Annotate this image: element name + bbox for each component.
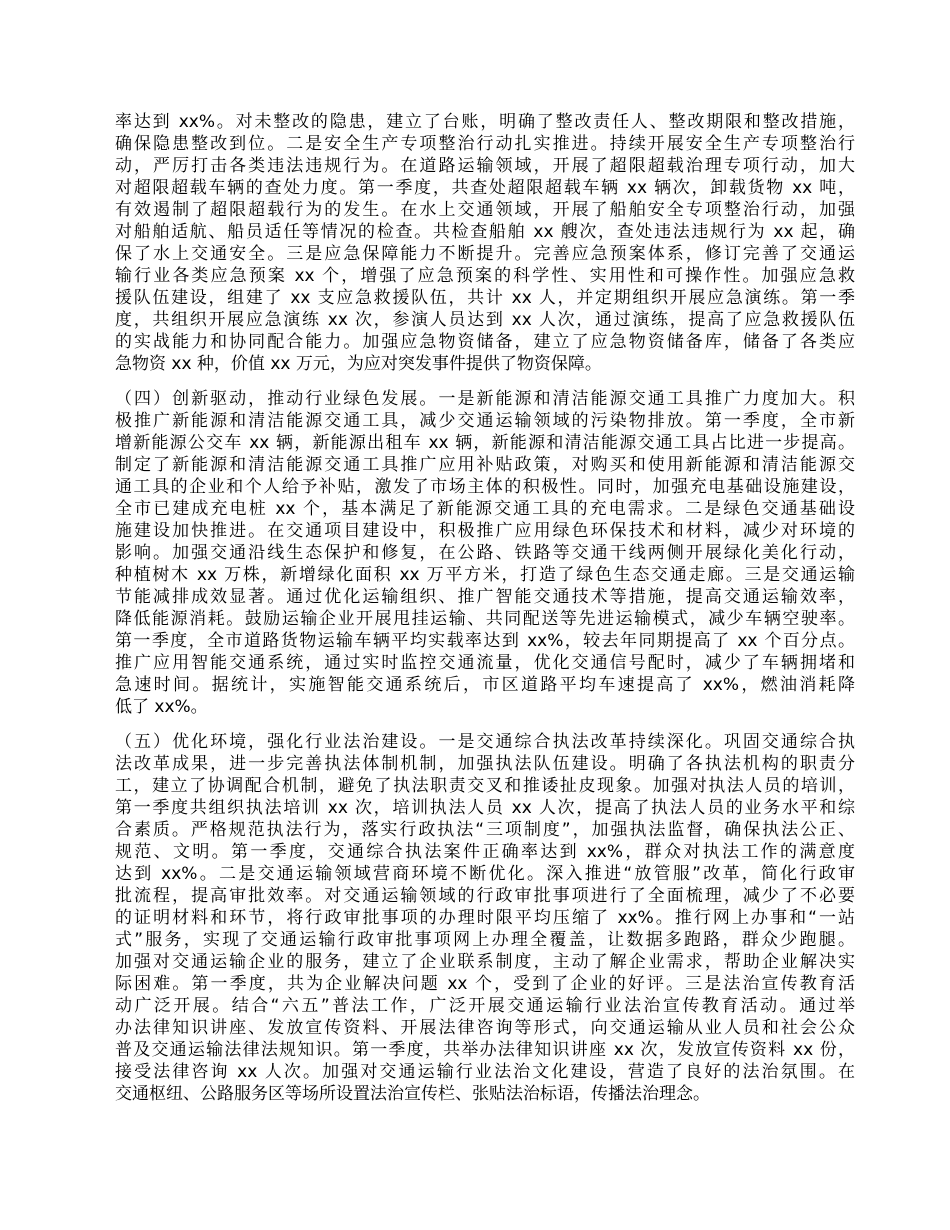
text-line: 批流程，提高审批效率。对交通运输领域的行政审批事项进行了全面梳理，减少了不必要	[115, 886, 855, 906]
text-line: 通工具的企业和个人给予补贴，激发了市场主体的积极性。同时，加强充电基础设施建设，	[115, 477, 855, 497]
text-line: 式”服务，实现了交通运输行政审批事项网上办理全覆盖，让数据多跑路，群众少跑腿。	[115, 930, 855, 950]
text-line: 接受法律咨询 xx 人次。加强对交通运输行业法治文化建设，营造了良好的法治氛围。在	[115, 1062, 855, 1082]
text-line: 急物资 xx 种，价值 xx 万元，为应对突发事件提供了物资保障。	[115, 354, 602, 374]
text-line: 法改革成果，进一步完善执法体制机制，加强执法队伍建设。明确了各执法机构的职责分	[115, 754, 855, 774]
text-line: 对船舶适航、船员适任等情况的检查。共检查船舶 xx 艘次，查处违法违规行为 xx 起，确	[115, 222, 855, 242]
text-line: 影响。加强交通沿线生态保护和修复，在公路、铁路等交通干线两侧开展绿化美化行动，	[115, 543, 855, 563]
paragraph-spacer	[115, 718, 855, 731]
text-line: 合素质。严格规范执法行为，落实行政执法“三项制度”，加强执法监督，确保执法公正、	[115, 820, 855, 840]
text-line: 有效遏制了超限超载行为的发生。在水上交通领域，开展了船舶安全专项整治行动，加强	[115, 200, 855, 220]
text-line: 办法律知识讲座、发放宣传资料、开展法律咨询等形式，向交通运输从业人员和社会公众	[115, 1018, 855, 1038]
text-line: 全市已建成充电桩 xx 个，基本满足了新能源交通工具的充电需求。二是绿色交通基础设	[115, 499, 855, 519]
text-line: 际困难。第一季度，共为企业解决问题 xx 个，受到了企业的好评。三是法治宣传教育活	[115, 974, 855, 994]
text-line: 确保隐患整改到位。二是安全生产专项整治行动扎实推进。持续开展安全生产专项整治行	[115, 134, 855, 154]
paragraph	[115, 731, 855, 1105]
text-line: 的实战能力和协同配合能力。加强应急物资储备，建立了应急物资储备库，储备了各类应	[115, 332, 855, 352]
text-line: 度，共组织开展应急演练 xx 次，参演人员达到 xx 人次，通过演练，提高了应急救援队伍	[115, 310, 855, 330]
text-line: 极推广新能源和清洁能源交通工具，减少交通运输领域的污染物排放。第一季度，全市新	[115, 411, 855, 431]
text-line: 节能减排成效显著。通过优化运输组织、推广智能交通技术等措施，提高交通运输效率，	[115, 587, 855, 607]
text-line: 援队伍建设，组建了 xx 支应急救援队伍，共计 xx 人，并定期组织开展应急演练。第一季	[115, 288, 855, 308]
document-body	[115, 111, 855, 1105]
text-line: 达到 xx%。二是交通运输领域营商环境不断优化。深入推进“放管服”改革，简化行政审	[115, 864, 855, 884]
text-line: 工，建立了协调配合机制，避免了执法职责交叉和推诿扯皮现象。加强对执法人员的培训，	[115, 776, 855, 796]
text-line: 对超限超载车辆的查处力度。第一季度，共查处超限超载车辆 xx 辆次，卸载货物 xx 吨，	[115, 178, 855, 198]
text-line: 规范、文明。第一季度，交通综合执法案件正确率达到 xx%，群众对执法工作的满意度	[115, 842, 855, 862]
text-line: 急速时间。据统计，实施智能交通系统后，市区道路平均车速提高了 xx%，燃油消耗降	[115, 675, 855, 695]
text-line: （四）创新驱动，推动行业绿色发展。一是新能源和清洁能源交通工具推广力度加大。积	[115, 389, 855, 409]
text-line: 交通枢纽、公路服务区等场所设置法治宣传栏、张贴法治标语，传播法治理念。	[115, 1084, 710, 1104]
text-line: 推广应用智能交通系统，通过实时监控交通流量，优化交通信号配时，减少了车辆拥堵和	[115, 653, 855, 673]
text-line: 制定了新能源和清洁能源交通工具推广应用补贴政策，对购买和使用新能源和清洁能源交	[115, 455, 855, 475]
text-line: 的证明材料和环节，将行政审批事项的办理时限平均压缩了 xx%。推行网上办事和“一站	[115, 908, 855, 928]
text-line: 普及交通运输法律法规知识。第一季度，共举办法律知识讲座 xx 次，发放宣传资料 xx 份，	[115, 1040, 855, 1060]
text-line: 输行业各类应急预案 xx 个，增强了应急预案的科学性、实用性和可操作性。加强应急救	[115, 266, 855, 286]
paragraph	[115, 111, 855, 375]
paragraph-spacer	[115, 375, 855, 388]
text-line: 加强对交通运输企业的服务，建立了企业联系制度，主动了解企业需求，帮助企业解决实	[115, 952, 855, 972]
text-line: 第一季度共组织执法培训 xx 次，培训执法人员 xx 人次，提高了执法人员的业务水平和综	[115, 798, 855, 818]
text-line: 第一季度，全市道路货物运输车辆平均实载率达到 xx%，较去年同期提高了 xx 个百分点。	[115, 631, 855, 651]
text-line: 率达到 xx%。对未整改的隐患，建立了台账，明确了整改责任人、整改期限和整改措施，	[115, 112, 855, 132]
text-line: （五）优化环境，强化行业法治建设。一是交通综合执法改革持续深化。巩固交通综合执	[115, 732, 855, 752]
text-line: 施建设加快推进。在交通项目建设中，积极推广应用绿色环保技术和材料，减少对环境的	[115, 521, 855, 541]
text-line: 动广泛开展。结合“六五”普法工作，广泛开展交通运输行业法治宣传教育活动。通过举	[115, 996, 855, 1016]
text-line: 种植树木 xx 万株，新增绿化面积 xx 万平方米，打造了绿色生态交通走廊。三是交通运输	[115, 565, 855, 585]
text-line: 动，严厉打击各类违法违规行为。在道路运输领域，开展了超限超载治理专项行动，加大	[115, 156, 855, 176]
text-line: 保了水上交通安全。三是应急保障能力不断提升。完善应急预案体系，修订完善了交通运	[115, 244, 855, 264]
text-line: 增新能源公交车 xx 辆，新能源出租车 xx 辆，新能源和清洁能源交通工具占比进一步提高。	[115, 433, 855, 453]
text-line: 低了 xx%。	[115, 697, 208, 717]
paragraph	[115, 388, 855, 718]
text-line: 降低能源消耗。鼓励运输企业开展甩挂运输、共同配送等先进运输模式，减少车辆空驶率。	[115, 609, 855, 629]
